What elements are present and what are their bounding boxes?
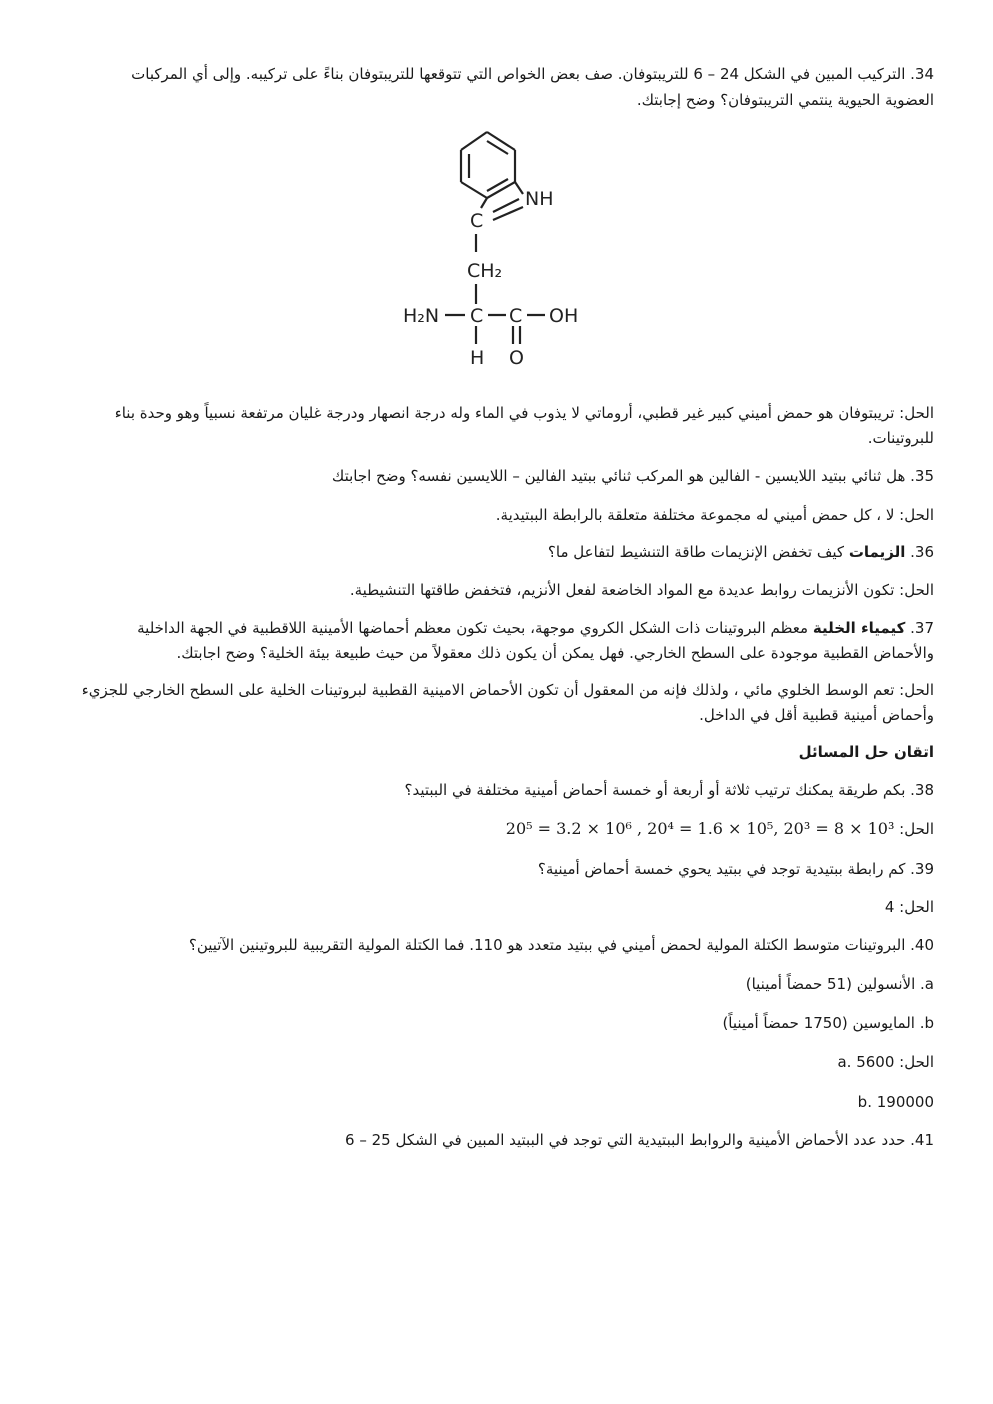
section-title: اتقان حل المسائل [798,743,934,761]
question-37-number: 37. [910,619,934,637]
question-35: 35. هل ثنائي ببتيد اللايسين - الفالين هو المركب ثنائي ببتيد الفالين – اللايسين نفسه؟ وضح اجابتك [331,467,934,485]
question-40: 40. البروتينات متوسط الكتلة المولية لحمض أميني في ببتيد متعدد هو 110. فما الكتلة المولية التقريبية للبروتينين الآتيين؟ [188,936,934,954]
question-37 [78,616,934,666]
question-40a: a. الأنسولين (51 حمضاً أمينيا) [745,975,934,993]
atom-h2n: H₂N [403,305,440,327]
bond-benzene-3 [487,182,515,198]
atom-c-alpha: C [470,305,484,327]
question-36-number: 36. [910,543,934,561]
question-36-text: كيف تخفض الإنزيمات طاقة التنشيط لتفاعل ما؟ [547,543,845,561]
question-38: 38. بكم طريقة يمكنك ترتيب ثلاثة أو أربعة أو خمسة أحماض أمينية مختلفة في الببتيد؟ [404,781,934,799]
atom-oh: OH [549,305,579,327]
atom-o: O [509,347,524,369]
bond-benzene-4 [461,182,487,198]
question-37-label: كيمياء الخلية [812,619,906,637]
answer-34: الحل: تريبتوفان هو حمض أميني كبير غير قطبي، أروماتي لا يذوب في الماء وله درجة انصهار ودرجة غليان مرتفعة نسبياً وهو وحدة بناء للبروتينات. [114,404,934,447]
atom-ch2: CH₂ [467,260,503,282]
answer-36: الحل: تكون الأنزيمات روابط عديدة مع المواد الخاضعة لفعل الأنزيم، فتخفض طاقتها التنشيطية. [349,581,934,599]
question-40b: b. المايوسين (1750 حمضاً أمينياً) [722,1014,934,1032]
bond-ring-nh [515,182,523,194]
answer-37: الحل: تعم الوسط الخلوي مائي ، ولذلك فإنه من المعقول أن تكون الأحماض الامينية القطبية لبروتينات الخلية على السطح الخارجي للجزيء وأحماض أمينية قطبية أقل في الداخل. [81,681,934,724]
answer-40b: b. 190000 [857,1093,934,1111]
question-39: 39. كم رابطة ببتيدية توجد في ببتيد يحوي خمسة أحماض أمينية؟ [537,860,934,878]
question-34-line2: العضوية الحيوية ينتمي التريبتوفان؟ وضح إجابتك. [636,91,934,109]
bond-benzene-1 [487,132,515,150]
atom-c-carboxyl: C [509,305,523,327]
bond-ring-c3 [481,198,487,208]
answer-40a: الحل: a. 5600 [837,1053,934,1071]
question-34-line1: 34. التركيب المبين في الشكل 24 – 6 للتريبتوفان. صف بعض الخواص التي تتوقعها للتريبتوفان بناءً على تركيبه. وإلى أي المركبات [131,65,934,83]
answer-39: الحل: 4 [884,898,934,916]
bond-benzene-inner-3 [487,179,508,191]
answer-38-label: الحل: [899,820,934,838]
question-36-label: الزيمات [848,543,906,561]
atom-nh: NH [525,188,554,210]
atom-c-ring: C [470,210,484,232]
question-36 [548,540,934,565]
answer-38-math: 20⁵ = 3.2 × 10⁶ , 20⁴ = 1.6 × 10⁵, 20³ = 8 × 10³ [505,819,895,838]
atom-h: H [470,347,485,369]
tryptophan-structure [395,122,625,377]
answer-38 [506,816,934,842]
question-37-text: معظم البروتينات ذات الشكل الكروي موجهة، بحيث تكون معظم أحماضها الأمينية اللاقطبية في الجهة الداخلية والأحماض القطبية موجودة على السطح الخارجي. فهل يمكن أن يكون ذلك معقولاً من حيث طبيعة بيئة الخلية؟ وضح اجابتك. [137,619,934,662]
question-41: 41. حدد عدد الأحماض الأمينية والروابط الببتيدية التي توجد في الببتيد المبين في الشكل 25 – 6 [345,1131,934,1149]
bond-benzene-6 [461,132,487,150]
answer-35: الحل: لا ، كل حمض أميني له مجموعة مختلفة متعلقة بالرابطة الببتيدية. [495,506,934,524]
